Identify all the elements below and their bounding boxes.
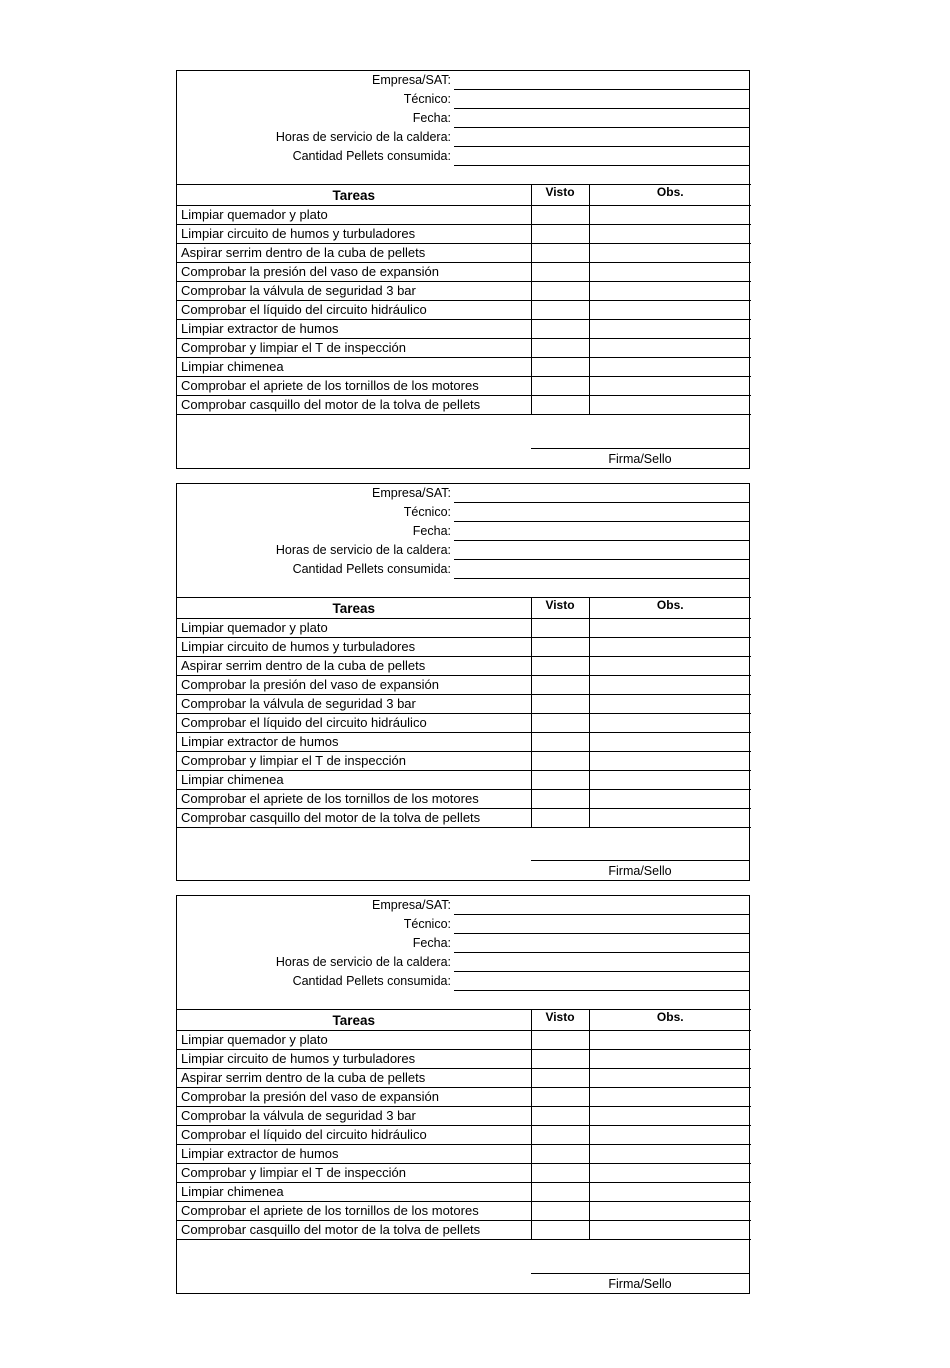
task-label: Limpiar circuito de humos y turbuladores (177, 638, 531, 657)
pellets-field[interactable] (454, 147, 749, 166)
field-row-horas (177, 541, 749, 560)
task-label: Comprobar el apriete de los tornillos de los motores (177, 377, 531, 396)
signature-line (531, 448, 749, 449)
field-label-tecnico: Técnico: (403, 92, 451, 106)
field-label-pellets: Cantidad Pellets consumida: (292, 562, 451, 576)
task-label: Comprobar el líquido del circuito hidráulico (177, 1126, 531, 1145)
obs-cell[interactable] (589, 714, 751, 733)
signature-field[interactable] (531, 1237, 749, 1273)
obs-cell[interactable] (589, 263, 751, 282)
signature-field[interactable] (531, 824, 749, 860)
field-row-fecha (177, 109, 749, 128)
task-row (177, 358, 751, 377)
field-row-empresa (177, 71, 749, 90)
task-label: Comprobar la válvula de seguridad 3 bar (177, 282, 531, 301)
visto-cell[interactable] (531, 619, 589, 638)
obs-cell[interactable] (589, 1145, 751, 1164)
task-label: Comprobar el líquido del circuito hidráulico (177, 714, 531, 733)
signature-label: Firma/Sello (608, 864, 672, 878)
visto-cell[interactable] (531, 733, 589, 752)
horas-field[interactable] (454, 541, 749, 560)
task-row (177, 301, 751, 320)
fecha-field[interactable] (454, 109, 749, 128)
field-label-empresa: Empresa/SAT: (372, 486, 451, 500)
visto-cell[interactable] (531, 752, 589, 771)
obs-cell[interactable] (589, 1088, 751, 1107)
task-row (177, 752, 751, 771)
task-row (177, 282, 751, 301)
empresa-field[interactable] (454, 484, 749, 503)
task-label: Limpiar quemador y plato (177, 619, 531, 638)
field-row-pellets (177, 972, 749, 991)
task-label: Aspirar serrim dentro de la cuba de pellets (177, 244, 531, 263)
field-row-empresa (177, 896, 749, 915)
visto-cell[interactable] (531, 358, 589, 377)
field-label-pellets: Cantidad Pellets consumida: (292, 149, 451, 163)
task-label: Comprobar la presión del vaso de expansión (177, 263, 531, 282)
tasks-header-row (177, 598, 751, 619)
visto-cell[interactable] (531, 1145, 589, 1164)
task-row (177, 1183, 751, 1202)
obs-cell[interactable] (589, 790, 751, 809)
field-row-blank (177, 991, 749, 1010)
task-row (177, 1088, 751, 1107)
task-row (177, 638, 751, 657)
task-row (177, 244, 751, 263)
task-label: Comprobar casquillo del motor de la tolva de pellets (177, 1221, 531, 1240)
task-label: Comprobar el apriete de los tornillos de los motores (177, 1202, 531, 1221)
obs-cell[interactable] (589, 320, 751, 339)
maintenance-form-2 (176, 483, 750, 881)
obs-cell[interactable] (589, 752, 751, 771)
visto-cell[interactable] (531, 206, 589, 225)
visto-cell[interactable] (531, 657, 589, 676)
field-row-fecha (177, 934, 749, 953)
task-label: Comprobar la válvula de seguridad 3 bar (177, 695, 531, 714)
field-label-tecnico: Técnico: (403, 505, 451, 519)
task-label: Comprobar y limpiar el T de inspección (177, 339, 531, 358)
task-label: Comprobar la válvula de seguridad 3 bar (177, 1107, 531, 1126)
task-row (177, 771, 751, 790)
task-row (177, 206, 751, 225)
maintenance-form-3 (176, 895, 750, 1294)
visto-cell[interactable] (531, 1088, 589, 1107)
task-row (177, 1031, 751, 1050)
tasks-header-row (177, 1010, 751, 1031)
column-header-tareas: Tareas (177, 1010, 531, 1031)
blank-field[interactable] (454, 992, 749, 1010)
column-header-visto: Visto (531, 1010, 589, 1031)
tasks-table (177, 184, 751, 415)
visto-cell[interactable] (531, 339, 589, 358)
visto-cell[interactable] (531, 1107, 589, 1126)
pellets-field[interactable] (454, 560, 749, 579)
visto-cell[interactable] (531, 1069, 589, 1088)
blank-field[interactable] (454, 580, 749, 598)
task-label: Limpiar chimenea (177, 771, 531, 790)
task-label: Limpiar chimenea (177, 1183, 531, 1202)
form-header (177, 71, 749, 184)
task-label: Aspirar serrim dentro de la cuba de pellets (177, 657, 531, 676)
tasks-table (177, 1009, 751, 1240)
fecha-field[interactable] (454, 522, 749, 541)
signature-area (177, 824, 749, 880)
column-header-tareas: Tareas (177, 598, 531, 619)
task-label: Limpiar quemador y plato (177, 206, 531, 225)
field-label-fecha: Fecha: (412, 936, 451, 950)
task-row (177, 695, 751, 714)
field-row-tecnico (177, 90, 749, 109)
tecnico-field[interactable] (454, 915, 749, 934)
field-label-horas: Horas de servicio de la caldera: (275, 130, 451, 144)
column-header-visto: Visto (531, 598, 589, 619)
form-header (177, 484, 749, 597)
column-header-visto: Visto (531, 185, 589, 206)
visto-cell[interactable] (531, 377, 589, 396)
field-row-horas (177, 128, 749, 147)
visto-cell[interactable] (531, 282, 589, 301)
horas-field[interactable] (454, 128, 749, 147)
obs-cell[interactable] (589, 1202, 751, 1221)
obs-cell[interactable] (589, 676, 751, 695)
task-label: Aspirar serrim dentro de la cuba de pellets (177, 1069, 531, 1088)
visto-cell[interactable] (531, 263, 589, 282)
visto-cell[interactable] (531, 1164, 589, 1183)
field-row-pellets (177, 147, 749, 166)
obs-cell[interactable] (589, 733, 751, 752)
task-row (177, 714, 751, 733)
task-row (177, 320, 751, 339)
field-row-blank (177, 579, 749, 598)
horas-field[interactable] (454, 953, 749, 972)
visto-cell[interactable] (531, 320, 589, 339)
obs-cell[interactable] (589, 657, 751, 676)
task-row (177, 225, 751, 244)
task-label: Comprobar y limpiar el T de inspección (177, 752, 531, 771)
visto-cell[interactable] (531, 1126, 589, 1145)
task-label: Limpiar extractor de humos (177, 320, 531, 339)
maintenance-form-1 (176, 70, 750, 469)
signature-field[interactable] (531, 412, 749, 448)
visto-cell[interactable] (531, 1031, 589, 1050)
signature-label: Firma/Sello (608, 452, 672, 466)
obs-cell[interactable] (589, 695, 751, 714)
field-label-horas: Horas de servicio de la caldera: (275, 543, 451, 557)
obs-cell[interactable] (589, 1164, 751, 1183)
field-label-horas: Horas de servicio de la caldera: (275, 955, 451, 969)
field-row-pellets (177, 560, 749, 579)
pellets-field[interactable] (454, 972, 749, 991)
task-row (177, 1126, 751, 1145)
obs-cell[interactable] (589, 1069, 751, 1088)
task-label: Limpiar chimenea (177, 358, 531, 377)
task-row (177, 790, 751, 809)
visto-cell[interactable] (531, 695, 589, 714)
signature-line (531, 1273, 749, 1274)
field-row-fecha (177, 522, 749, 541)
visto-cell[interactable] (531, 301, 589, 320)
obs-cell[interactable] (589, 771, 751, 790)
column-header-obs: Obs. (589, 1010, 751, 1031)
column-header-obs: Obs. (589, 185, 751, 206)
field-row-tecnico (177, 915, 749, 934)
task-row (177, 1107, 751, 1126)
visto-cell[interactable] (531, 676, 589, 695)
task-row (177, 1050, 751, 1069)
obs-cell[interactable] (589, 225, 751, 244)
field-label-pellets: Cantidad Pellets consumida: (292, 974, 451, 988)
field-row-blank (177, 166, 749, 185)
task-row (177, 1202, 751, 1221)
obs-cell[interactable] (589, 1183, 751, 1202)
visto-cell[interactable] (531, 638, 589, 657)
field-label-empresa: Empresa/SAT: (372, 898, 451, 912)
tecnico-field[interactable] (454, 503, 749, 522)
field-label-fecha: Fecha: (412, 111, 451, 125)
visto-cell[interactable] (531, 244, 589, 263)
column-header-obs: Obs. (589, 598, 751, 619)
obs-cell[interactable] (589, 339, 751, 358)
obs-cell[interactable] (589, 1031, 751, 1050)
empresa-field[interactable] (454, 896, 749, 915)
obs-cell[interactable] (589, 619, 751, 638)
form-header (177, 896, 749, 1009)
fecha-field[interactable] (454, 934, 749, 953)
task-row (177, 657, 751, 676)
obs-cell[interactable] (589, 1107, 751, 1126)
visto-cell[interactable] (531, 771, 589, 790)
tecnico-field[interactable] (454, 90, 749, 109)
task-row (177, 676, 751, 695)
obs-cell[interactable] (589, 1050, 751, 1069)
task-row (177, 263, 751, 282)
field-label-empresa: Empresa/SAT: (372, 73, 451, 87)
obs-cell[interactable] (589, 1126, 751, 1145)
task-label: Comprobar la presión del vaso de expansión (177, 1088, 531, 1107)
field-row-horas (177, 953, 749, 972)
task-row (177, 1164, 751, 1183)
task-row (177, 339, 751, 358)
task-row (177, 1145, 751, 1164)
obs-cell[interactable] (589, 377, 751, 396)
visto-cell[interactable] (531, 1183, 589, 1202)
empresa-field[interactable] (454, 71, 749, 90)
signature-area (177, 412, 749, 468)
obs-cell[interactable] (589, 206, 751, 225)
tasks-table (177, 597, 751, 828)
task-label: Limpiar extractor de humos (177, 1145, 531, 1164)
visto-cell[interactable] (531, 790, 589, 809)
task-label: Comprobar el apriete de los tornillos de los motores (177, 790, 531, 809)
visto-cell[interactable] (531, 225, 589, 244)
task-label: Limpiar circuito de humos y turbuladores (177, 225, 531, 244)
task-label: Limpiar quemador y plato (177, 1031, 531, 1050)
column-header-tareas: Tareas (177, 185, 531, 206)
field-row-empresa (177, 484, 749, 503)
visto-cell[interactable] (531, 714, 589, 733)
obs-cell[interactable] (589, 301, 751, 320)
visto-cell[interactable] (531, 1050, 589, 1069)
field-label-tecnico: Técnico: (403, 917, 451, 931)
task-label: Limpiar extractor de humos (177, 733, 531, 752)
tasks-header-row (177, 185, 751, 206)
signature-line (531, 860, 749, 861)
task-row (177, 377, 751, 396)
task-label: Comprobar la presión del vaso de expansión (177, 676, 531, 695)
field-row-tecnico (177, 503, 749, 522)
field-label-fecha: Fecha: (412, 524, 451, 538)
obs-cell[interactable] (589, 638, 751, 657)
task-label: Comprobar el líquido del circuito hidráulico (177, 301, 531, 320)
signature-area (177, 1237, 749, 1293)
blank-field[interactable] (454, 167, 749, 185)
obs-cell[interactable] (589, 244, 751, 263)
task-row (177, 733, 751, 752)
obs-cell[interactable] (589, 358, 751, 377)
task-label: Limpiar circuito de humos y turbuladores (177, 1050, 531, 1069)
task-label: Comprobar casquillo del motor de la tolva de pellets (177, 809, 531, 828)
task-label: Comprobar casquillo del motor de la tolva de pellets (177, 396, 531, 415)
task-row (177, 1069, 751, 1088)
signature-label: Firma/Sello (608, 1277, 672, 1291)
task-row (177, 619, 751, 638)
visto-cell[interactable] (531, 1202, 589, 1221)
task-label: Comprobar y limpiar el T de inspección (177, 1164, 531, 1183)
obs-cell[interactable] (589, 282, 751, 301)
